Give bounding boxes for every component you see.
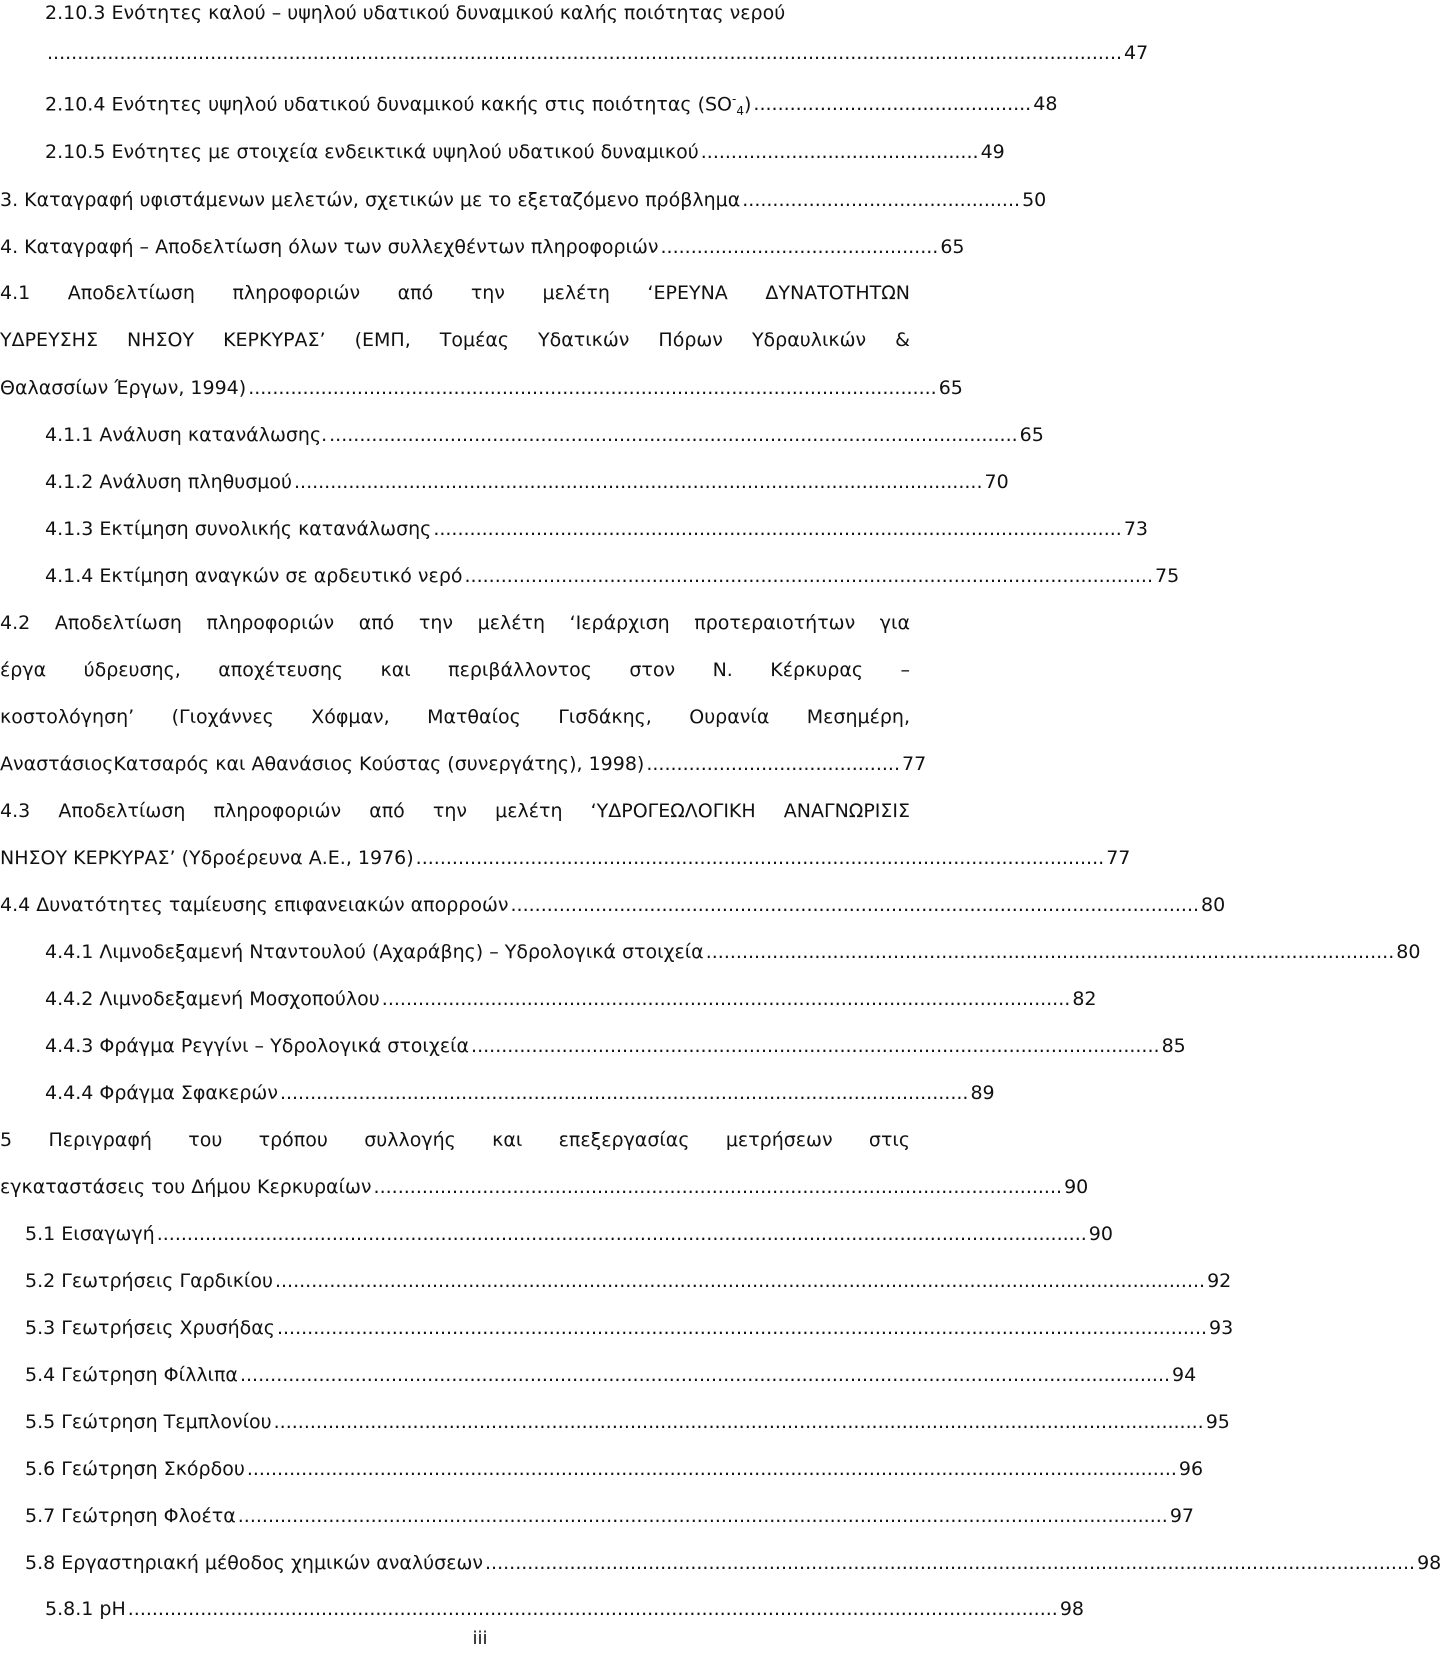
superscript: -: [732, 92, 737, 106]
toc-page-number: 47: [1124, 42, 1149, 64]
toc-line: [25, 1364, 1197, 1386]
leader-dots: ..................................................................................................................: [464, 565, 1154, 587]
toc-page-number: 96: [1178, 1458, 1204, 1480]
subscript: 4: [736, 104, 744, 119]
leader-dots: ..........................................................................................................................................................: [156, 1223, 1087, 1245]
toc-line: [45, 1082, 995, 1104]
leader-dots: ..................................................................................................................: [471, 1035, 1160, 1057]
toc-page-number: 85: [1161, 1035, 1186, 1057]
toc-page-number: 80: [1396, 941, 1421, 963]
toc-line: [0, 1176, 1089, 1198]
toc-page-number: 95: [1205, 1411, 1230, 1433]
toc-page-number: 93: [1209, 1317, 1234, 1339]
toc-page-number: 50: [1022, 189, 1047, 211]
toc-entry-text-part: 2.10.4 Ενότητες υψηλού υδατικού δυναμικού κακής στις ποιότητας (SO: [45, 93, 732, 116]
toc-line: [25, 1223, 1113, 1245]
toc-entry-text: 5.5 Γεώτρηση Τεμπλονίου: [25, 1411, 272, 1433]
toc-entry-text: 4.1.3 Εκτίμηση συνολικής κατανάλωσης: [45, 518, 432, 540]
toc-entry-text: 5.3 Γεωτρήσεις Χρυσήδας: [25, 1317, 275, 1339]
toc-line: [25, 1552, 1441, 1574]
toc-entry-text: 5.1 Εισαγωγή: [25, 1223, 155, 1245]
leader-dots: ..................................................................................................................: [279, 1082, 969, 1104]
toc-entry-text: 4. Καταγραφή – Αποδελτίωση όλων των συλλεχθέντων πληροφοριών: [0, 236, 659, 258]
toc-page-number: 90: [1088, 1223, 1113, 1245]
toc-entry-text: 4.4.3 Φράγμα Ρεγγίνι – Υδρολογικά στοιχεία: [45, 1035, 470, 1057]
toc-line: [45, 518, 1149, 540]
toc-entry-text: 4.1.2 Ανάλυση πληθυσμού: [45, 471, 292, 493]
toc-entry-text: [45, 92, 751, 118]
toc-entry-text: έργα ύδρευσης, αποχέτευσης και περιβάλλοντος στον Ν. Κέρκυρας –: [0, 659, 910, 681]
leader-dots: ..................................................................................................................: [293, 471, 983, 493]
toc-line: [0, 189, 1047, 211]
leader-dots: ..........................................................................................................................................................: [239, 1364, 1171, 1386]
toc-line: [25, 1270, 1232, 1292]
toc-entry-text-part: ): [743, 93, 752, 116]
toc-line: [25, 1505, 1195, 1527]
toc-page-number: 77: [902, 753, 927, 775]
toc-entry-text: 4.1 Αποδελτίωση πληροφοριών από την μελέτη ‘ΕΡΕΥΝΑ ΔΥΝΑΤΟΤΗΤΩΝ: [0, 282, 910, 304]
toc-entry-text: 4.1.4 Εκτίμηση αναγκών σε αρδευτικό νερό: [45, 565, 463, 587]
toc-entry-text: 3. Καταγραφή υφιστάμενων μελετών, σχετικών με το εξεταζόμενο πρόβλημα: [0, 189, 741, 211]
leader-dots: ..........................................................................................................................................................: [237, 1505, 1168, 1527]
leader-dots: ..................................................................................................................: [381, 988, 1071, 1010]
toc-entry-text: 2.10.5 Ενότητες με στοιχεία ενδεικτικά υψηλού υδατικού δυναμικού: [45, 141, 699, 163]
toc-entry-text: 5.2 Γεωτρήσεις Γαρδικίου: [25, 1270, 273, 1292]
toc-entry-text: 5.8 Εργαστηριακή μέθοδος χημικών αναλύσεων: [25, 1552, 483, 1574]
toc-page-number: 94: [1172, 1364, 1197, 1386]
leader-dots: ..................................................................................................................: [248, 377, 937, 399]
toc-entry-text: 5.8.1 pH: [45, 1598, 126, 1620]
toc-entry-text: 4.1.1 Ανάλυση κατανάλωσης.: [45, 424, 328, 446]
leader-dots: ..................................................................................................................: [415, 847, 1105, 869]
leader-dots: ..........................................................................................................................................................: [127, 1598, 1058, 1620]
toc-line: [45, 471, 1009, 493]
leader-dots: ..........................................................................................................................................................: [274, 1270, 1206, 1292]
toc-line: [45, 941, 1421, 963]
toc-page-number: 80: [1201, 894, 1226, 916]
toc-entry-text: 5.7 Γεώτρηση Φλοέτα: [25, 1505, 236, 1527]
toc-page-number: 77: [1106, 847, 1131, 869]
toc-line: [25, 1317, 1234, 1339]
leader-dots: ..............................................: [742, 189, 1021, 211]
toc-entry-text: Θαλασσίων Έργων, 1994): [0, 377, 247, 399]
toc-line: [25, 1458, 1204, 1480]
toc-line: [45, 42, 1149, 64]
toc-entry-text: 2.10.3 Ενότητες καλού – υψηλού υδατικού δυναμικού καλής ποιότητας νερού: [45, 2, 786, 24]
leader-dots: ..................................................................................................................: [433, 518, 1122, 540]
toc-page-number: 89: [970, 1082, 995, 1104]
toc-page-number: 49: [980, 141, 1005, 163]
toc-line: [45, 92, 1058, 119]
toc-page-number: 98: [1059, 1598, 1085, 1620]
toc-entry-text: κοστολόγηση’ (Γιοχάννες Χόφμαν, Ματθαίος Γισδάκης, Ουρανία Μεσημέρη,: [0, 706, 910, 728]
toc-line: [45, 424, 1044, 446]
toc-entry-text: 5.6 Γεώτρηση Σκόρδου: [25, 1458, 245, 1480]
toc-page-number: 73: [1123, 518, 1149, 540]
toc-line: [0, 753, 927, 775]
toc-line: [0, 377, 963, 399]
toc-page-number: 92: [1207, 1270, 1232, 1292]
page-number: iii: [472, 1628, 488, 1649]
toc-entry-text: ΑναστάσιοςΚατσαρός και Αθανάσιος Κούστας (συνεργάτης), 1998): [0, 753, 645, 775]
toc-entry-text: ΥΔΡΕΥΣΗΣ ΝΗΣΟΥ ΚΕΡΚΥΡΑΣ’ (ΕΜΠ, Τομέας Υδατικών Πόρων Υδραυλικών &: [0, 329, 910, 351]
toc-line: [0, 236, 965, 258]
toc-page-number: 65: [940, 236, 965, 258]
toc-page-number: 97: [1169, 1505, 1195, 1527]
toc-page-number: 82: [1072, 988, 1097, 1010]
toc-entry-text: 4.4.4 Φράγμα Σφακερών: [45, 1082, 278, 1104]
toc-line: [0, 847, 1131, 869]
toc-entry-text: 4.4.1 Λιμνοδεξαμενή Νταντουλού (Αχαράβης) – Υδρολογικά στοιχεία: [45, 941, 704, 963]
toc-page-number: 98: [1417, 1552, 1441, 1574]
leader-dots: ..............................................: [660, 236, 939, 258]
leader-dots: ..............................................: [753, 93, 1032, 116]
toc-page-number: 65: [1019, 424, 1044, 446]
toc-line: [0, 894, 1226, 916]
leader-dots: ..................................................................................................................: [705, 941, 1395, 963]
toc-line: [45, 1035, 1186, 1057]
toc-line: [45, 1598, 1085, 1620]
toc-entry-text: 4.3 Αποδελτίωση πληροφοριών από την μελέτη ‘ΥΔΡΟΓΕΩΛΟΓΙΚΗ ΑΝΑΓΝΩΡΙΣΙΣ: [0, 800, 910, 822]
leader-dots: ..........................................................................................................................................................: [246, 1458, 1177, 1480]
toc-entry-text: 4.2 Αποδελτίωση πληροφοριών από την μελέτη ‘Ιεράρχιση προτεραιοτήτων για: [0, 612, 910, 634]
toc-line: [45, 988, 1097, 1010]
toc-entry-text: 4.4.2 Λιμνοδεξαμενή Μοσχοπούλου: [45, 988, 380, 1010]
toc-page-number: 70: [984, 471, 1009, 493]
toc-line: [45, 2, 910, 24]
leader-dots: ..........................................................................................................................................................: [273, 1411, 1204, 1433]
leader-dots: ..........................................................................................................................................................: [276, 1317, 1208, 1339]
toc-entry-text: 5.4 Γεώτρηση Φίλλιπα: [25, 1364, 238, 1386]
leader-dots: ..................................................................................................................: [373, 1176, 1063, 1198]
toc-line: [25, 1411, 1230, 1433]
toc-entry-text: εγκαταστάσεις του Δήμου Κερκυραίων: [0, 1176, 372, 1198]
toc-entry-text: ΝΗΣΟΥ ΚΕΡΚΥΡΑΣ’ (Υδροέρευνα Α.Ε., 1976): [0, 847, 414, 869]
leader-dots: ..................................................................................................................: [329, 424, 1018, 446]
leader-dots: ..............................................: [700, 141, 979, 163]
leader-dots: ..................................................................................................................: [510, 894, 1200, 916]
toc-page-number: 90: [1064, 1176, 1089, 1198]
toc-page-number: 65: [938, 377, 963, 399]
toc-page-number: 48: [1033, 93, 1058, 116]
toc-line: [45, 141, 1005, 163]
toc-entry-text: 5 Περιγραφή του τρόπου συλλογής και επεξεργασίας μετρήσεων στις: [0, 1129, 910, 1151]
leader-dots: ..........................................................................................................................................................: [485, 1552, 1416, 1574]
toc-entry-text: 4.4 Δυνατότητες ταμίευσης επιφανειακών απορροών: [0, 894, 509, 916]
toc-page-number: 75: [1155, 565, 1180, 587]
leader-dots: ..................................................................................................................................................................................: [47, 42, 1123, 64]
leader-dots: ..........................................: [646, 753, 901, 775]
toc-line: [45, 565, 1180, 587]
